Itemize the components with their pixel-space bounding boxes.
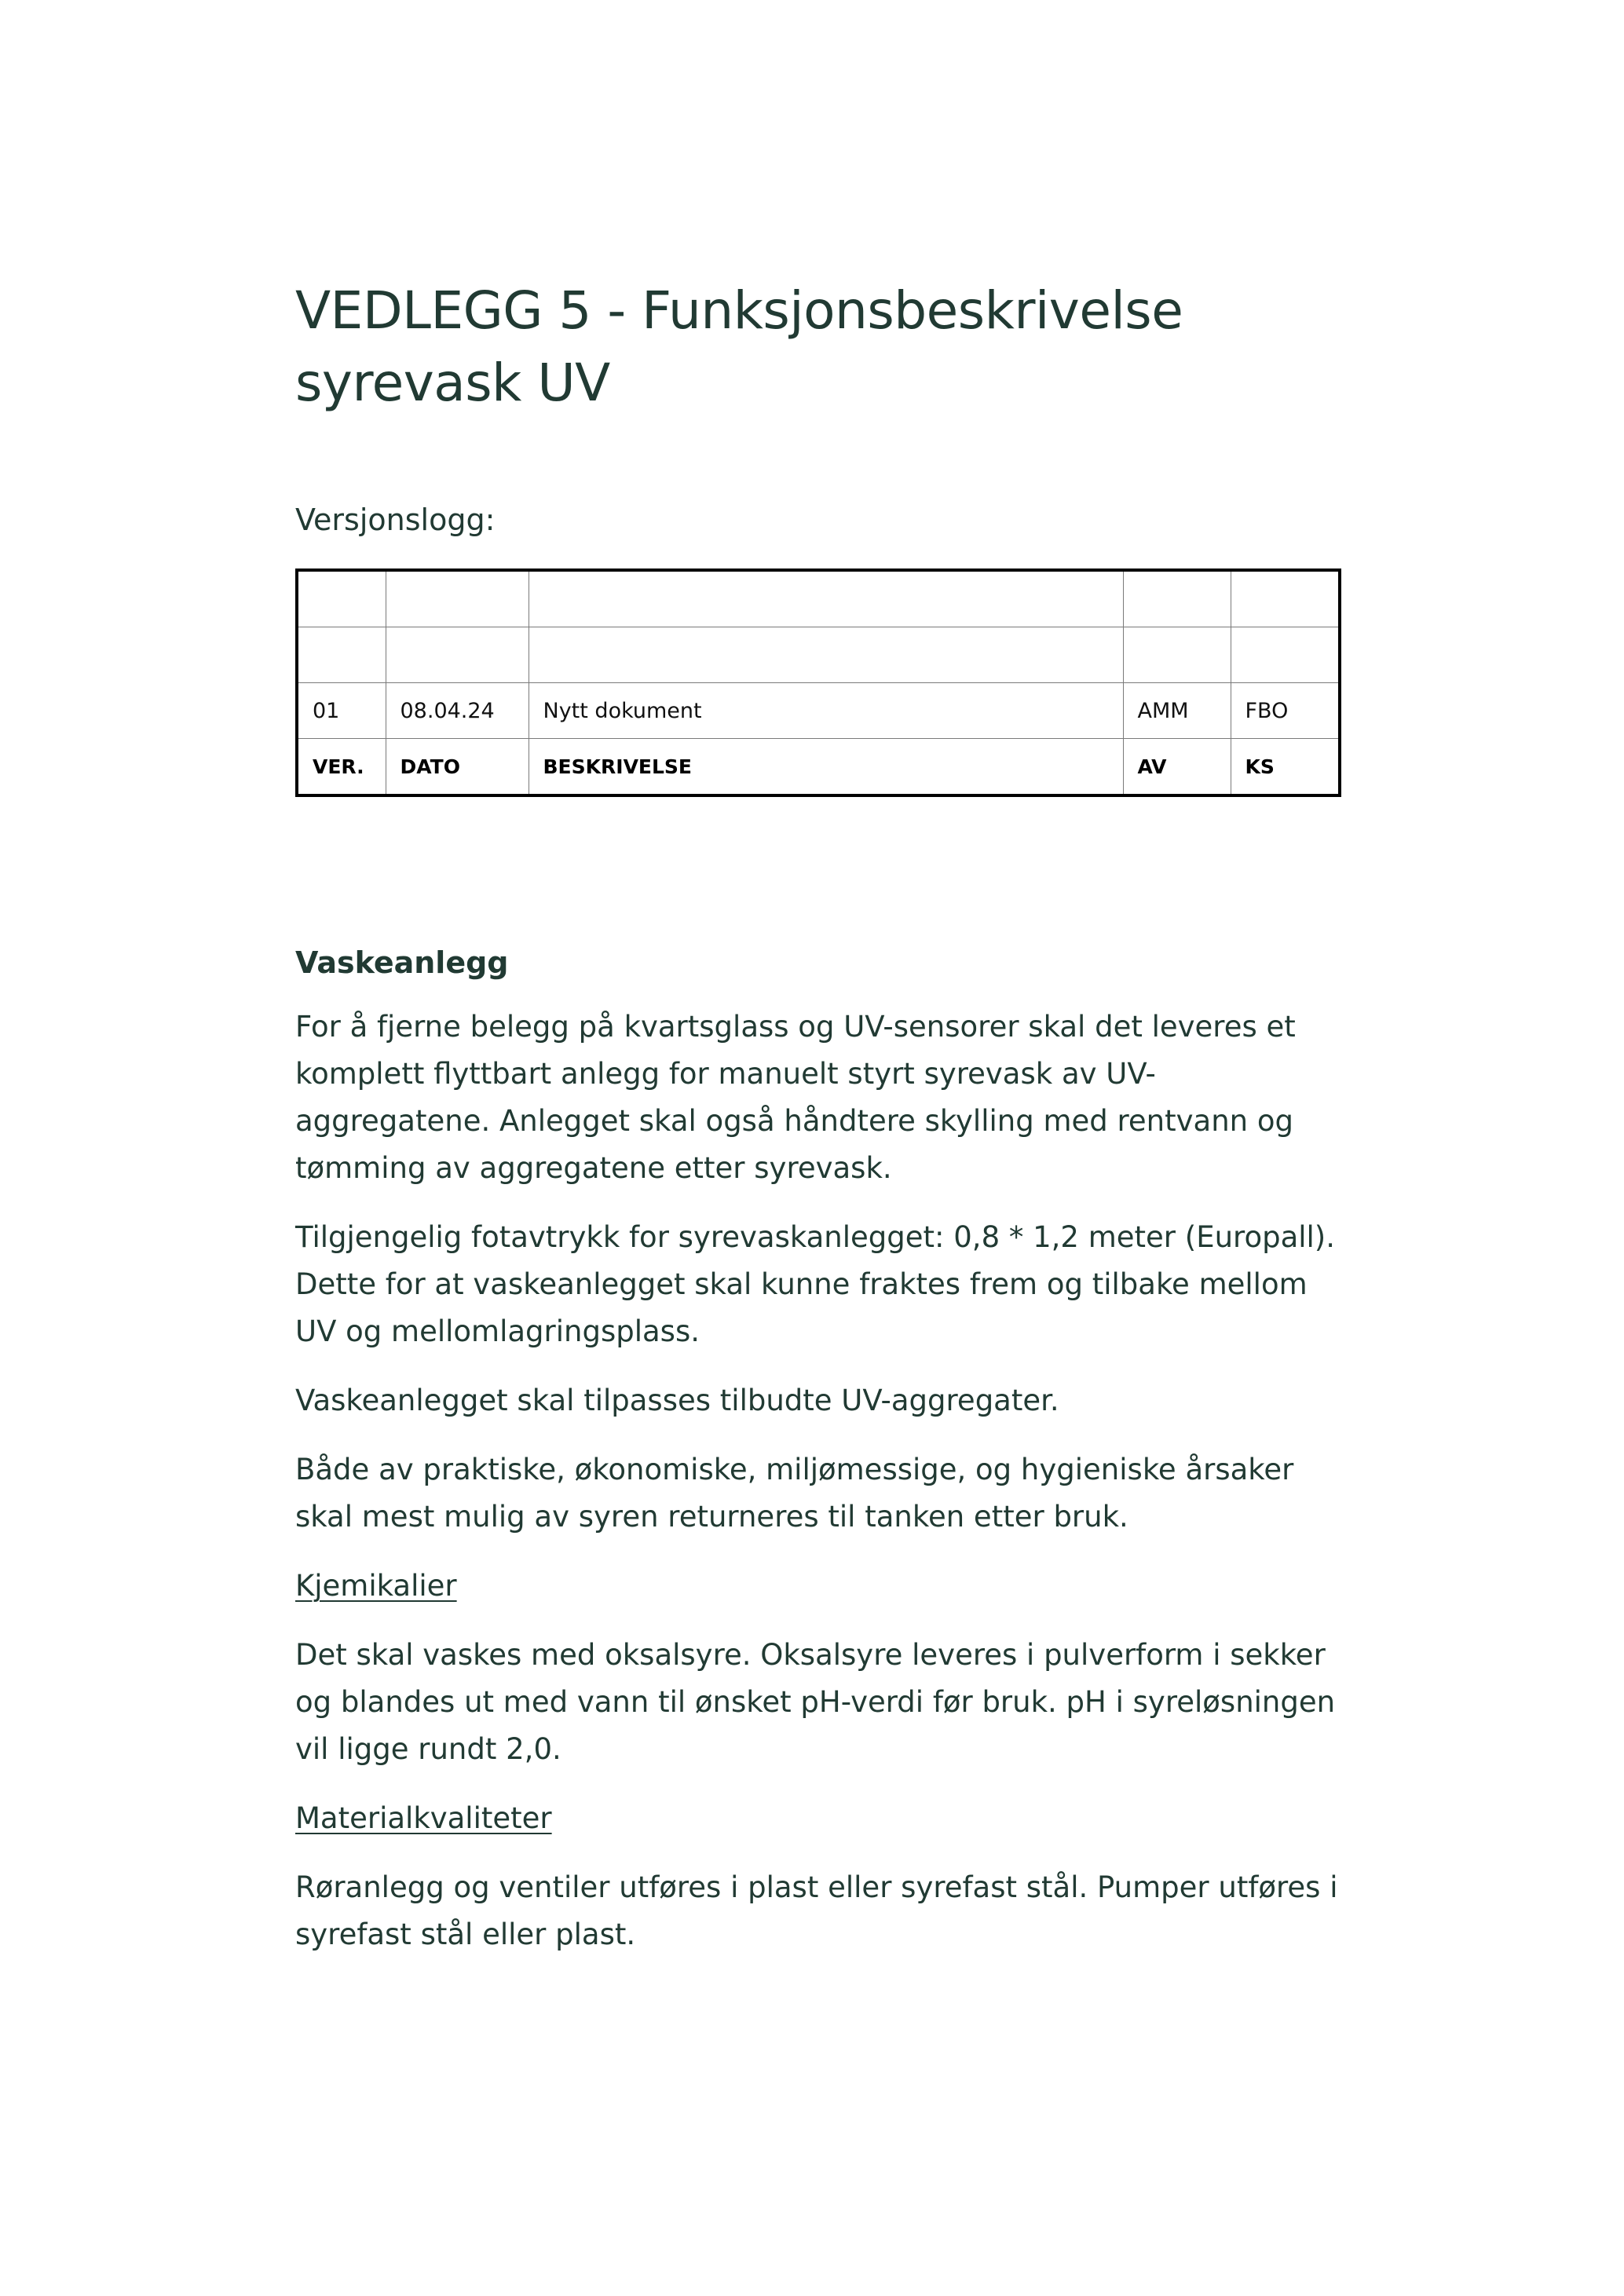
table-cell	[386, 627, 529, 683]
version-log-label: Versjonslogg:	[295, 503, 496, 537]
version-cell: 01	[297, 683, 386, 739]
header-dato: DATO	[386, 739, 529, 796]
section-heading: Vaskeanlegg	[295, 945, 509, 980]
table-row	[297, 683, 1340, 739]
table-cell	[1123, 627, 1231, 683]
document-title: VEDLEGG 5 - Funksjonsbeskrivelse syrevask UV	[295, 280, 1183, 413]
author-cell: AMM	[1123, 683, 1231, 739]
section-vaskeanlegg	[295, 939, 1340, 1980]
table-cell	[529, 627, 1123, 683]
subheading-kjemikalier: Kjemikalier	[295, 1569, 457, 1603]
table-cell	[386, 570, 529, 627]
description-cell: Nytt dokument	[529, 683, 1123, 739]
header-ver: VER.	[297, 739, 386, 796]
table-row	[297, 627, 1340, 683]
subheading-materialkvaliteter: Materialkvaliteter	[295, 1801, 552, 1835]
table-header-row	[297, 739, 1340, 796]
table-cell	[297, 627, 386, 683]
version-log-table	[295, 569, 1341, 797]
table-cell	[529, 570, 1123, 627]
table-cell	[297, 570, 386, 627]
qa-cell: FBO	[1231, 683, 1340, 739]
paragraph: Både av praktiske, økonomiske, miljømessige, og hygieniske årsaker skal mest mulig av syren returneres til tanken etter bruk.	[295, 1453, 1294, 1534]
table-cell	[1231, 627, 1340, 683]
paragraph: Tilgjengelig fotavtrykk for syrevaskanlegget: 0,8 * 1,2 meter (Europall). Dette for at vaskeanlegget skal kunne fraktes frem og tilbake mellom UV og mellomlagringsplass.	[295, 1220, 1335, 1348]
paragraph: For å fjerne belegg på kvartsglass og UV-sensorer skal det leveres et komplett flyttbart anlegg for manuelt styrt syrevask av UV-aggregatene. Anlegget skal også håndtere skylling med rentvann og tømming av aggregatene etter syrevask.	[295, 1010, 1296, 1185]
table-cell	[1123, 570, 1231, 627]
table-cell	[1231, 570, 1340, 627]
paragraph: Det skal vaskes med oksalsyre. Oksalsyre leveres i pulverform i sekker og blandes ut med vann til ønsket pH-verdi før bruk. pH i syreløsningen vil ligge rundt 2,0.	[295, 1638, 1336, 1766]
paragraph: Røranlegg og ventiler utføres i plast eller syrefast stål. Pumper utføres i syrefast stål eller plast.	[295, 1870, 1338, 1951]
header-beskrivelse: BESKRIVELSE	[529, 739, 1123, 796]
date-cell: 08.04.24	[386, 683, 529, 739]
header-av: AV	[1123, 739, 1231, 796]
table-row	[297, 570, 1340, 627]
paragraph: Vaskeanlegget skal tilpasses tilbudte UV-aggregater.	[295, 1384, 1059, 1417]
header-ks: KS	[1231, 739, 1340, 796]
